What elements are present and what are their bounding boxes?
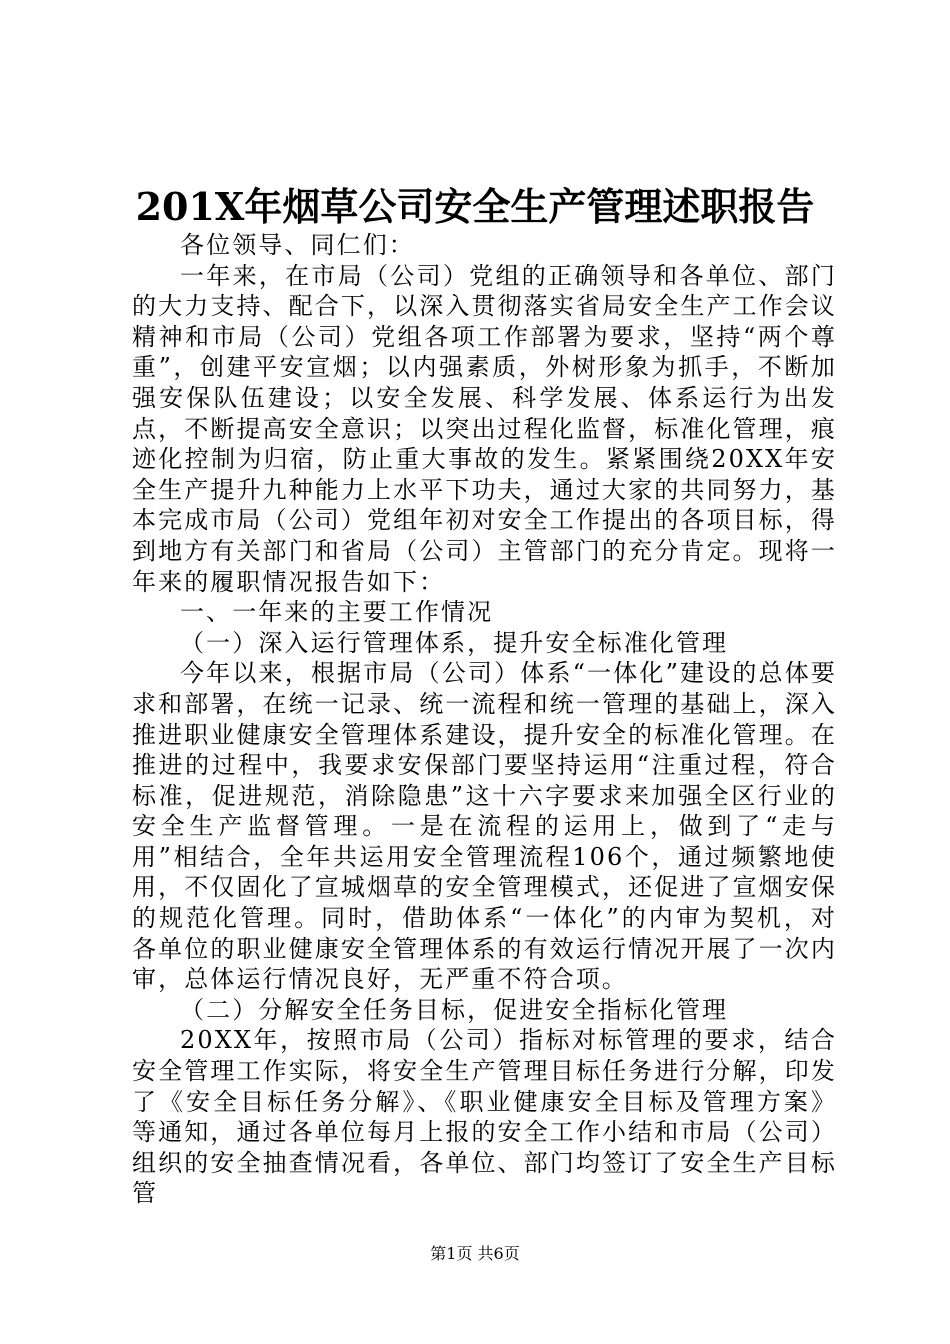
salutation-paragraph: 各位领导、同仁们： <box>180 231 415 259</box>
subsection-heading-2: （二）分解安全任务目标，促进安全指标化管理 <box>180 995 729 1024</box>
subsection-heading-1: （一）深入运行管理体系，提升安全标准化管理 <box>180 628 729 657</box>
document-title: 201X年烟草公司安全生产管理述职报告 <box>135 184 815 229</box>
body-paragraph-1: 今年以来，根据市局（公司）体系“一体化”建设的总体要求和部署，在统一记录、统一流程和统一管理的基础上，深入推进职业健康安全管理体系建设，提升安全的标准化管理。在推进的过程中，我要求安保部门要坚持运用“注重过程，符合标准，促进规范，消除隐患”这十六字要求来加强全区行业的安全生产监督管理。一是在流程的运用上，做到了“走与用”相结合，全年共运用安全管理流程106个，通过频繁地使用，不仅固化了宣城烟草的安全管理模式，还促进了宣烟安保的规范化管理。同时，借助体系“一体化”的内审为契机，对各单位的职业健康安全管理体系的有效运行情况开展了一次内审，总体运行情况良好，无严重不符合项。 <box>132 659 837 994</box>
page-number-footer: 第1页 共6页 <box>430 1244 520 1263</box>
intro-paragraph: 一年来，在市局（公司）党组的正确领导和各单位、部门的大力支持、配合下，以深入贯彻落实省局安全生产工作会议精神和市局（公司）党组各项工作部署为要求，坚持“两个尊重”，创建平安宣烟；以内强素质，外树形象为抓手，不断加强安保队伍建设；以安全发展、科学发展、体系运行为出发点，不断提高安全意识；以突出过程化监督，标准化管理，痕迹化控制为归宿，防止重大事故的发生。紧紧围绕20XX年安全生产提升九种能力上水平下功夫，通过大家的共同努力，基本完成市局（公司）党组年初对安全工作提出的各项目标，得到地方有关部门和省局（公司）主管部门的充分肯定。现将一年来的履职情况报告如下： <box>132 261 837 596</box>
document-body <box>132 230 837 1209</box>
body-paragraph-2: 20XX年，按照市局（公司）指标对标管理的要求，结合安全管理工作实际，将安全生产管理目标任务进行分解，印发了《安全目标任务分解》、《职业健康安全目标及管理方案》等通知，通过各单位每月上报的安全工作小结和市局（公司）组织的安全抽查情况看，各单位、部门均签订了安全生产目标管 <box>132 1026 837 1208</box>
section-heading: 一、一年来的主要工作情况 <box>180 598 494 627</box>
